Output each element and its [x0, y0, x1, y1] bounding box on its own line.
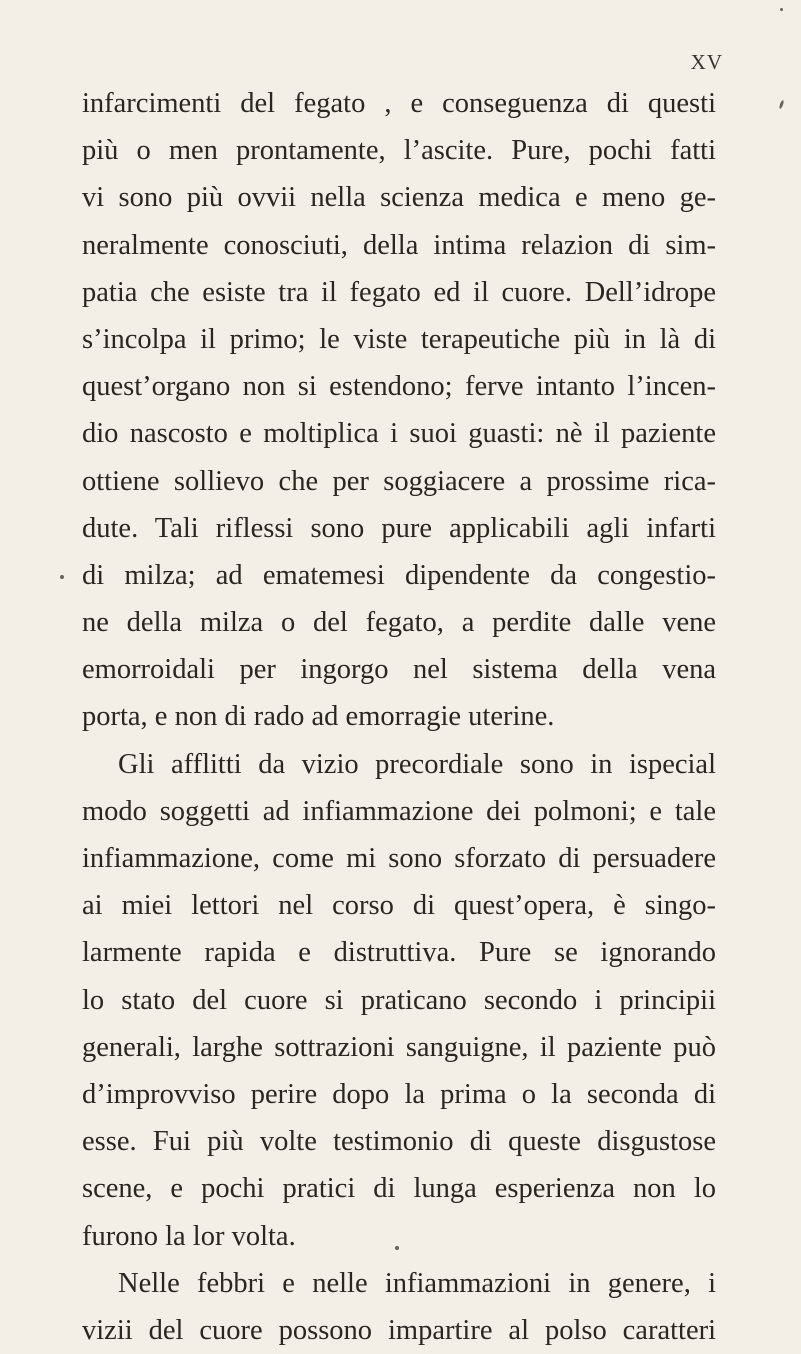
body-text	[82, 80, 716, 1354]
text-line: di milza; ad ematemesi dipendente da congestio-	[82, 559, 716, 591]
text-line: d’improvviso perire dopo la prima o la seconda di	[82, 1078, 716, 1110]
text-line: neralmente conosciuti, della intima relazion di sim-	[82, 229, 716, 261]
text-line: s’incolpa il primo; le viste terapeutiche più in là di	[82, 323, 716, 355]
ink-speck	[779, 100, 785, 109]
text-line: ai miei lettori nel corso di quest’opera, è singo-	[82, 890, 716, 922]
text-line: infiammazione, come mi sono sforzato di persuadere	[82, 843, 716, 874]
text-line: patia che esiste tra il fegato ed il cuore. Dell’idrope	[82, 276, 716, 308]
text-line: vizii del cuore possono impartire al polso caratteri	[82, 1314, 716, 1346]
text-line: dute. Tali riflessi sono pure applicabili agli infarti	[82, 512, 716, 544]
text-line: larmente rapida e distruttiva. Pure se ignorando	[82, 937, 716, 969]
text-line: dio nascosto e moltiplica i suoi guasti: nè il paziente	[82, 418, 716, 450]
text-line: generali, larghe sottrazioni sanguigne, il paziente può	[82, 1031, 716, 1063]
text-line: ne della milza o del fegato, a perdite dalle vene	[82, 607, 716, 639]
ink-speck	[395, 1246, 399, 1250]
text-line: scene, e pochi pratici di lunga esperienza non lo	[82, 1173, 716, 1205]
text-line: vi sono più ovvii nella scienza medica e meno ge-	[82, 182, 716, 214]
text-line: infarcimenti del fegato , e conseguenza di questi	[82, 88, 716, 119]
page-number: XV	[690, 50, 723, 74]
text-line: ottiene sollievo che per soggiacere a prossime rica-	[82, 465, 716, 497]
text-line: quest’organo non si estendono; ferve intanto l’incen-	[82, 371, 716, 403]
paragraph-start-line: Nelle febbri e nelle infiammazioni in genere, i	[118, 1267, 716, 1299]
paragraph-end-line: porta, e non di rado ad emorragie uterine.	[82, 701, 555, 733]
ink-speck	[780, 8, 783, 11]
paragraph-start-line: Gli afflitti da vizio precordiale sono in ispecial	[118, 748, 716, 780]
text-line: lo stato del cuore si praticano secondo i principii	[82, 984, 716, 1016]
text-line: più o men prontamente, l’ascite. Pure, pochi fatti	[82, 135, 716, 167]
ink-speck	[60, 575, 64, 579]
text-line: modo soggetti ad infiammazione dei polmoni; e tale	[82, 795, 716, 827]
paragraph-end-line: furono la lor volta.	[82, 1220, 296, 1252]
text-line: esse. Fui più volte testimonio di queste disgustose	[82, 1126, 716, 1158]
text-line: emorroidali per ingorgo nel sistema della vena	[82, 654, 716, 686]
